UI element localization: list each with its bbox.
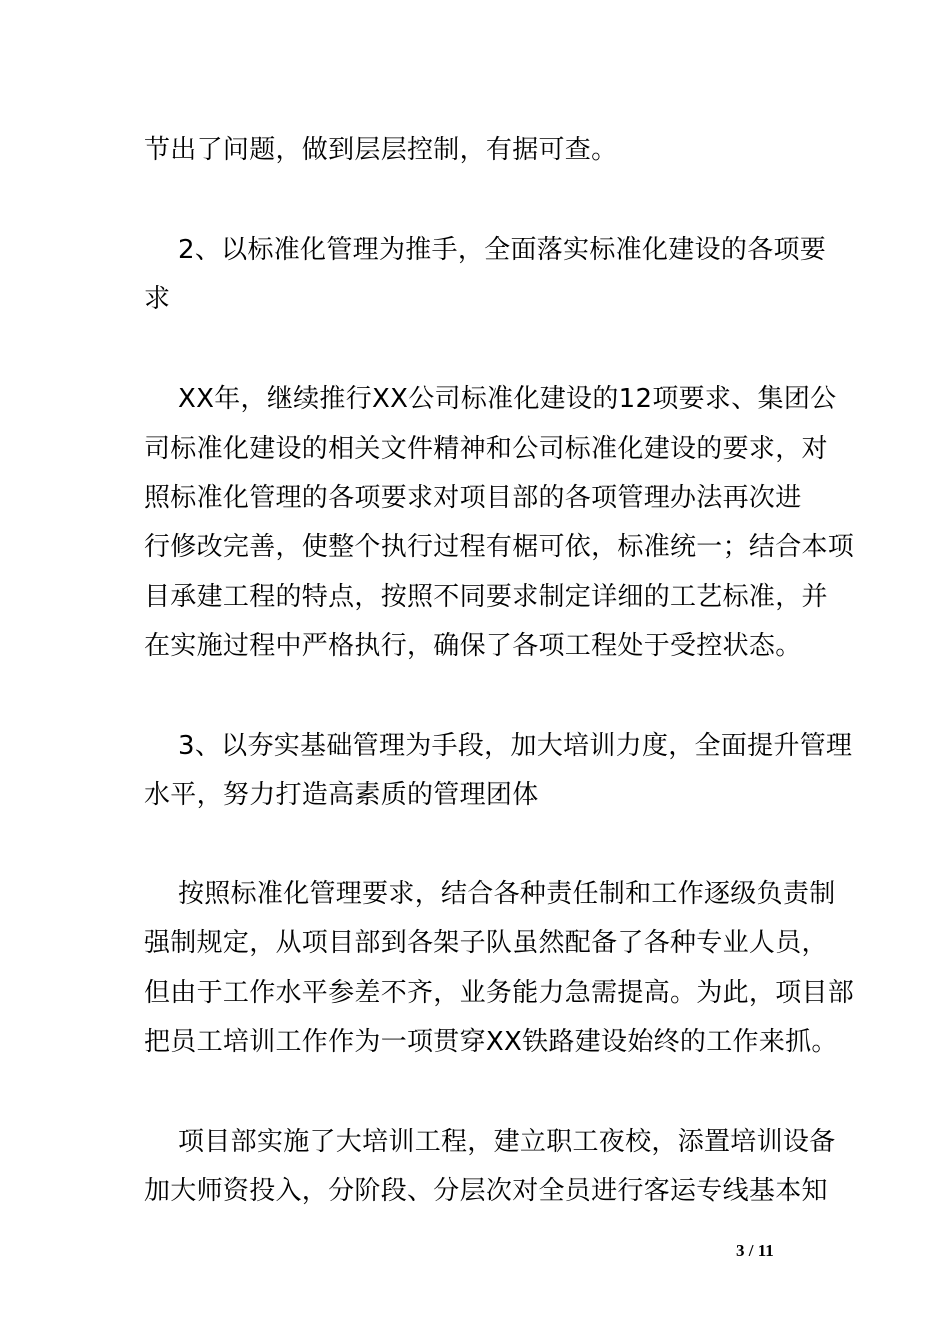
paragraph-line: 加大师资投入，分阶段、分层次对全员进行客运专线基本知 <box>144 1176 828 1206</box>
paragraph-line: 在实施过程中严格执行，确保了各项工程处于受控状态。 <box>144 631 802 661</box>
paragraph-line: XX年，继续推行XX公司标准化建设的12项要求、集团公 <box>178 384 837 414</box>
paragraph-line: 照标准化管理的各项要求对项目部的各项管理办法再次进 <box>144 483 802 513</box>
paragraph-line: 但由于工作水平参差不齐，业务能力急需提高。为此，项目部 <box>144 978 855 1008</box>
section-heading-line: 2、以标准化管理为推手，全面落实标准化建设的各项要 <box>178 235 827 265</box>
paragraph-line: 强制规定，从项目部到各架子队虽然配备了各种专业人员， <box>144 928 828 958</box>
section-heading-line: 求 <box>144 284 171 314</box>
paragraph-line: 把员工培训工作作为一项贯穿XX铁路建设始终的工作来抓。 <box>144 1027 838 1057</box>
paragraph-line: 目承建工程的特点，按照不同要求制定详细的工艺标准，并 <box>144 582 828 612</box>
paragraph-line: 项目部实施了大培训工程，建立职工夜校，添置培训设备 <box>178 1127 836 1157</box>
paragraph-line: 按照标准化管理要求，结合各种责任制和工作逐级负责制 <box>178 879 836 909</box>
paragraph-line: 司标准化建设的相关文件精神和公司标准化建设的要求，对 <box>144 434 828 464</box>
paragraph-line: 行修改完善，使整个执行过程有椐可依，标准统一；结合本项 <box>144 532 855 562</box>
paragraph-line: 节出了问题，做到层层控制，有据可查。 <box>144 135 618 165</box>
section-heading-line: 水平，努力打造高素质的管理团体 <box>144 780 539 810</box>
page-number: 3 / 11 <box>736 1241 774 1260</box>
section-heading-line: 3、以夯实基础管理为手段，加大培训力度，全面提升管理 <box>178 731 853 761</box>
